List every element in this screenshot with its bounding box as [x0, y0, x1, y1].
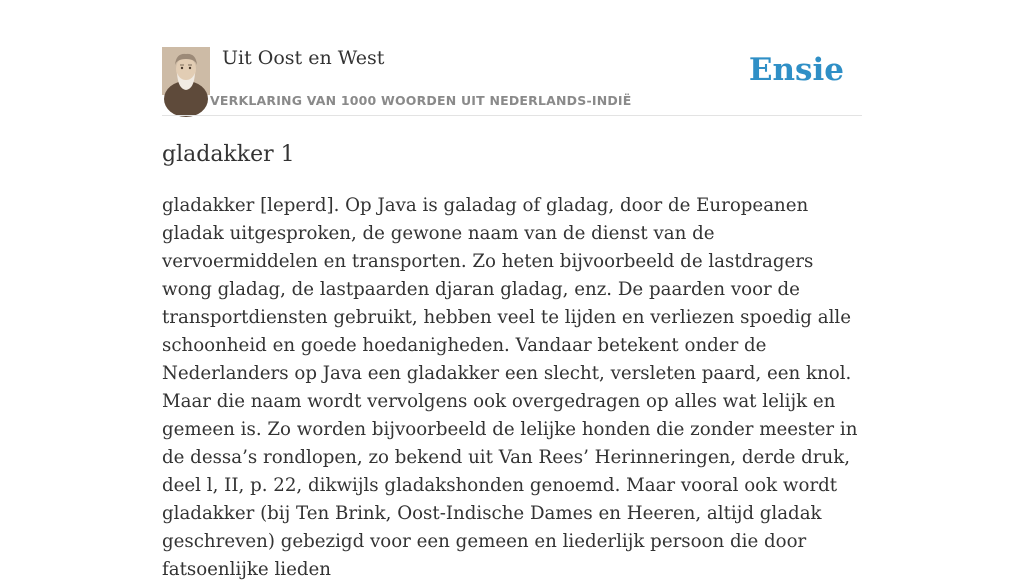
entry-title: gladakker 1: [162, 142, 295, 167]
source-title[interactable]: Uit Oost en West: [222, 47, 385, 69]
source-subtitle: VERKLARING VAN 1000 WOORDEN UIT NEDERLANDS-INDIË: [210, 93, 632, 108]
author-portrait-icon: [162, 47, 210, 95]
entry-body: gladakker [leperd]. Op Java is galadag of gladag, door de Europeanen gladak uitgesproken, de gewone naam van de dienst van de vervoermiddelen en transporten. Zo heten bijvoorbeeld de lastdragers wong gladag, de lastpaarden djaran gladag, enz. De paarden voor de transportdiensten gebruikt, hebben veel te lijden en verliezen spoedig alle schoonheid en goede hoedanigheden. Vandaar betekent onder de Nederlanders op Java een gladakker een slecht, versleten paard, een knol. Maar die naam wordt vervolgens ook overgedragen op alles wat lelijk en gemeen is. Zo worden bijvoorbeeld de lelijke honden die zonder meester in de dessa’s rondlopen, zo bekend uit Van Rees’ Herinneringen, derde druk, deel l, II, p. 22, dikwijls gladakshonden genoemd. Maar vooral ook wordt gladakker (bij Ten Brink, Oost-Indische Dames en Heeren, altijd gladak geschreven) gebezigd voor een gemeen en liederlijk persoon die door fatsoenlijke lieden: [162, 195, 858, 580]
brand-logo[interactable]: Ensie: [748, 52, 844, 88]
header-divider: [162, 115, 862, 116]
author-avatar[interactable]: [162, 47, 210, 95]
source-header: [162, 46, 862, 116]
